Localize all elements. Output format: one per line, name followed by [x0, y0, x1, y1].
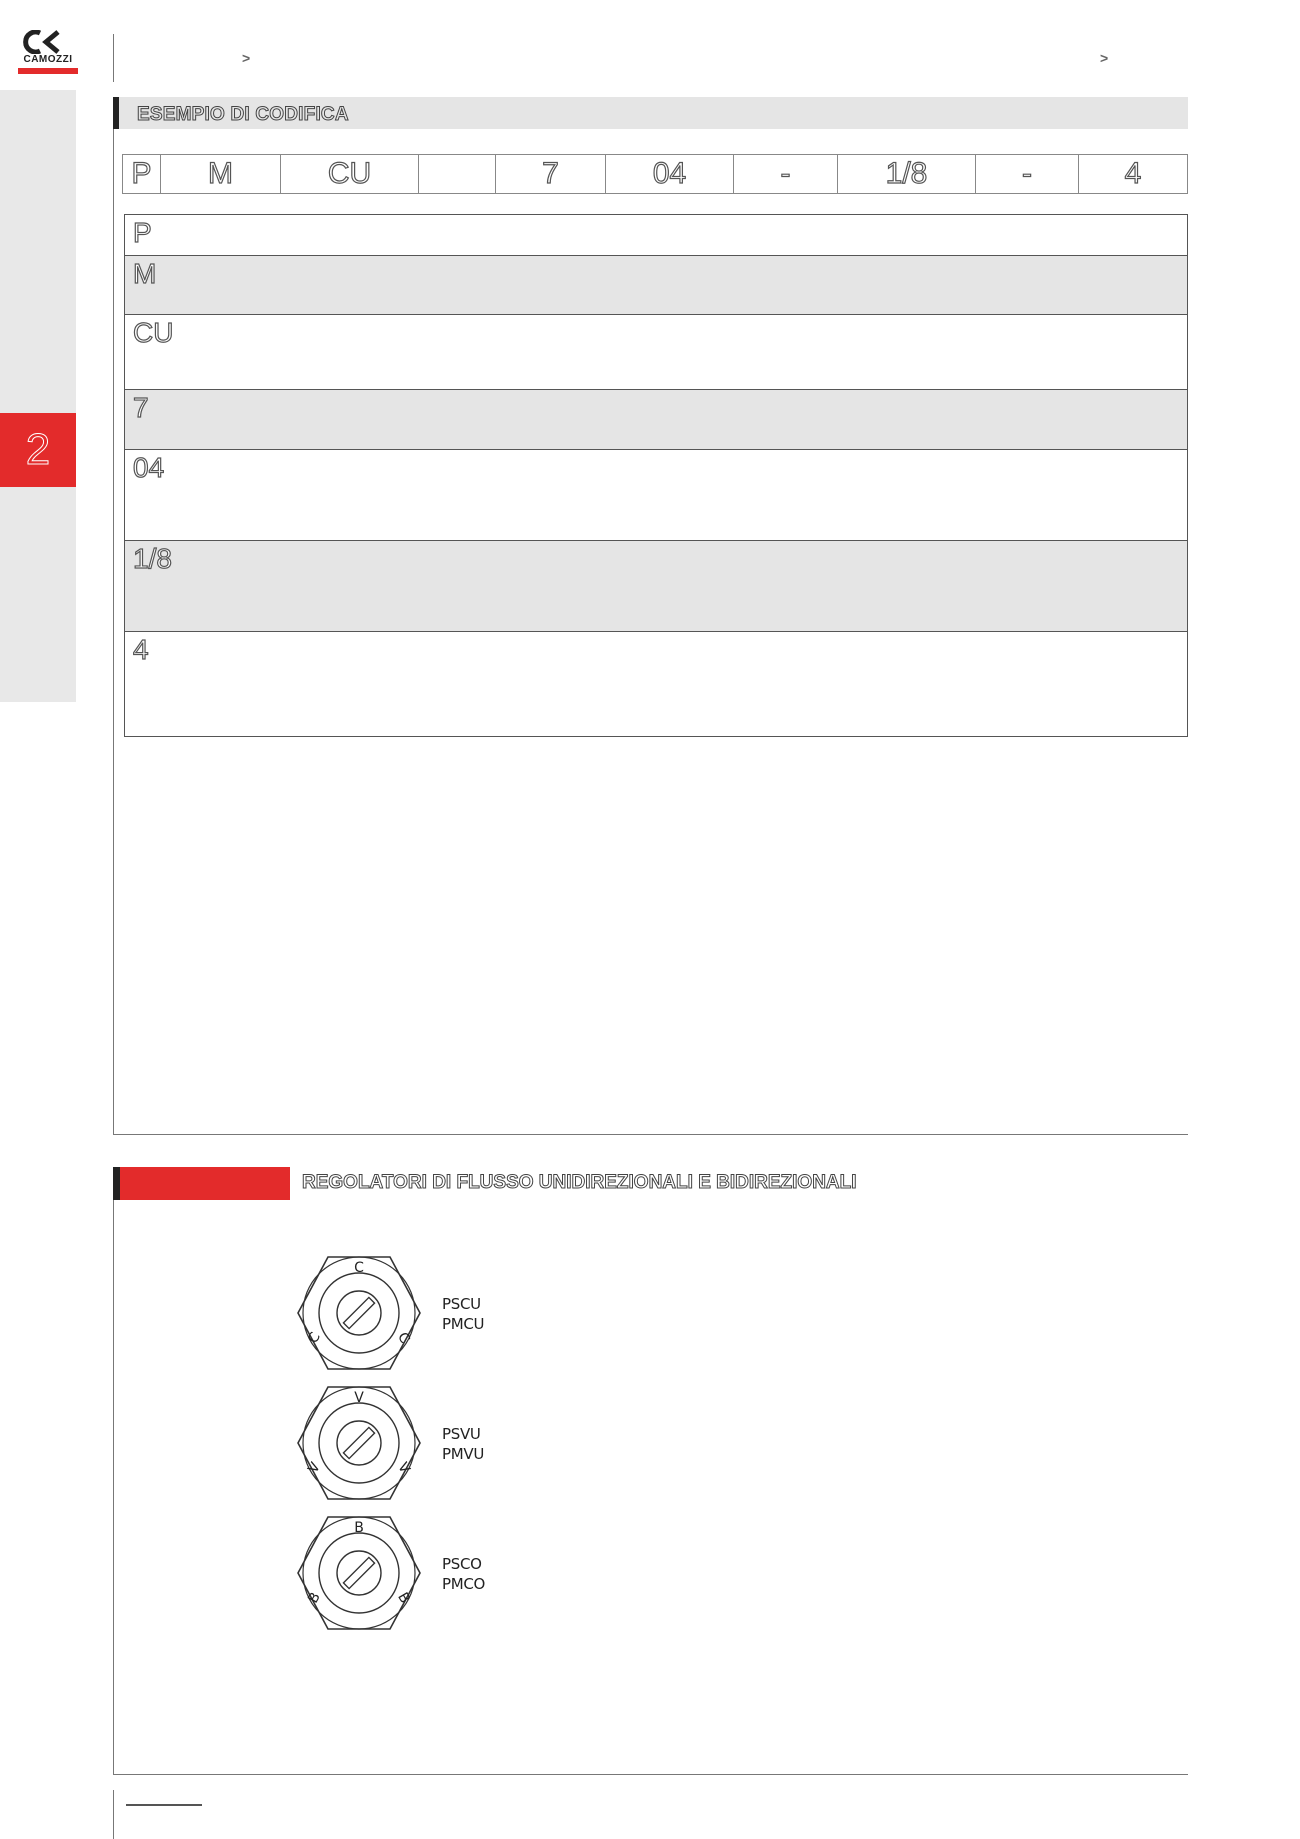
- knob-letter: C: [394, 1329, 413, 1347]
- breadcrumb-separator-left: >: [242, 50, 251, 66]
- camozzi-logo: [18, 30, 78, 78]
- table-row: [125, 631, 1187, 736]
- knob-letter: V: [305, 1459, 324, 1477]
- row-key: CU: [133, 317, 174, 348]
- section-accent: [113, 97, 119, 129]
- table-row: [125, 449, 1187, 540]
- code-cell: -: [733, 155, 837, 193]
- row-key: 4: [133, 634, 149, 665]
- row-key: 1/8: [133, 543, 172, 574]
- brand-name: CAMOZZI: [23, 54, 73, 65]
- brand-bar: [18, 68, 78, 74]
- knob-letter: B: [354, 1520, 364, 1536]
- code-cell: 7: [495, 155, 605, 193]
- knob-letter: V: [394, 1459, 413, 1477]
- variant-code: PSVU: [442, 1425, 481, 1443]
- chapter-number: 2: [25, 425, 51, 474]
- code-cell: M: [160, 155, 280, 193]
- variant-code: PMVU: [442, 1445, 485, 1463]
- variant-code: PSCU: [442, 1295, 481, 1313]
- flow-regulator-b-icon: [294, 1514, 424, 1632]
- chapter-tab[interactable]: [0, 413, 76, 487]
- knob-letter: C: [305, 1329, 324, 1347]
- section2-accent: [113, 1167, 120, 1200]
- section1-bottom-rule: [113, 1134, 1188, 1135]
- code-example-row: [122, 154, 1188, 194]
- header-divider: [113, 34, 114, 82]
- code-cell: CU: [280, 155, 418, 193]
- section2-bottom-rule: [113, 1774, 1188, 1775]
- code-cell: 1/8: [837, 155, 975, 193]
- flow-regulator-c-icon: [294, 1254, 424, 1372]
- variant-code: PSCO: [442, 1555, 482, 1573]
- code-cell: P: [122, 155, 160, 193]
- section1-left-rule: [113, 97, 114, 1134]
- section2-red-bar: [113, 1167, 290, 1200]
- footer-divider: [113, 1790, 114, 1839]
- flow-regulator-v-icon: [294, 1384, 424, 1502]
- table-row: [125, 215, 1187, 255]
- section-header-coding-example: [113, 97, 1188, 129]
- code-cell: -: [975, 155, 1078, 193]
- sidebar-panel: [0, 90, 76, 702]
- variant-codes: [442, 1554, 485, 1594]
- knob-letter: C: [354, 1260, 364, 1276]
- code-cell: 4: [1078, 155, 1188, 193]
- variant-codes: [442, 1294, 484, 1334]
- variant-code: PMCO: [442, 1575, 486, 1593]
- camozzi-mark-icon: [18, 30, 78, 54]
- footer-line: [126, 1804, 202, 1806]
- coding-explanation-table: [124, 214, 1188, 737]
- section2-left-rule: [113, 1167, 114, 1774]
- row-key: M: [133, 258, 157, 289]
- variant-code: PMCU: [442, 1315, 485, 1333]
- knob-letter: B: [305, 1589, 324, 1607]
- table-row: [125, 255, 1187, 314]
- row-key: 04: [133, 452, 165, 483]
- code-cell: [418, 155, 495, 193]
- table-row: [125, 540, 1187, 631]
- row-key: P: [133, 217, 152, 248]
- knob-letter: B: [394, 1589, 413, 1607]
- table-row: [125, 314, 1187, 389]
- section2-title: REGOLATORI DI FLUSSO UNIDIREZIONALI E BIDIREZIONALI: [302, 1172, 857, 1193]
- section-title: ESEMPIO DI CODIFICA: [137, 104, 349, 125]
- row-key: 7: [133, 392, 149, 423]
- code-cell: 04: [605, 155, 733, 193]
- table-row: [125, 389, 1187, 449]
- variant-codes: [442, 1424, 484, 1464]
- knob-letter: V: [354, 1390, 364, 1406]
- breadcrumb-separator-right: >: [1100, 50, 1109, 66]
